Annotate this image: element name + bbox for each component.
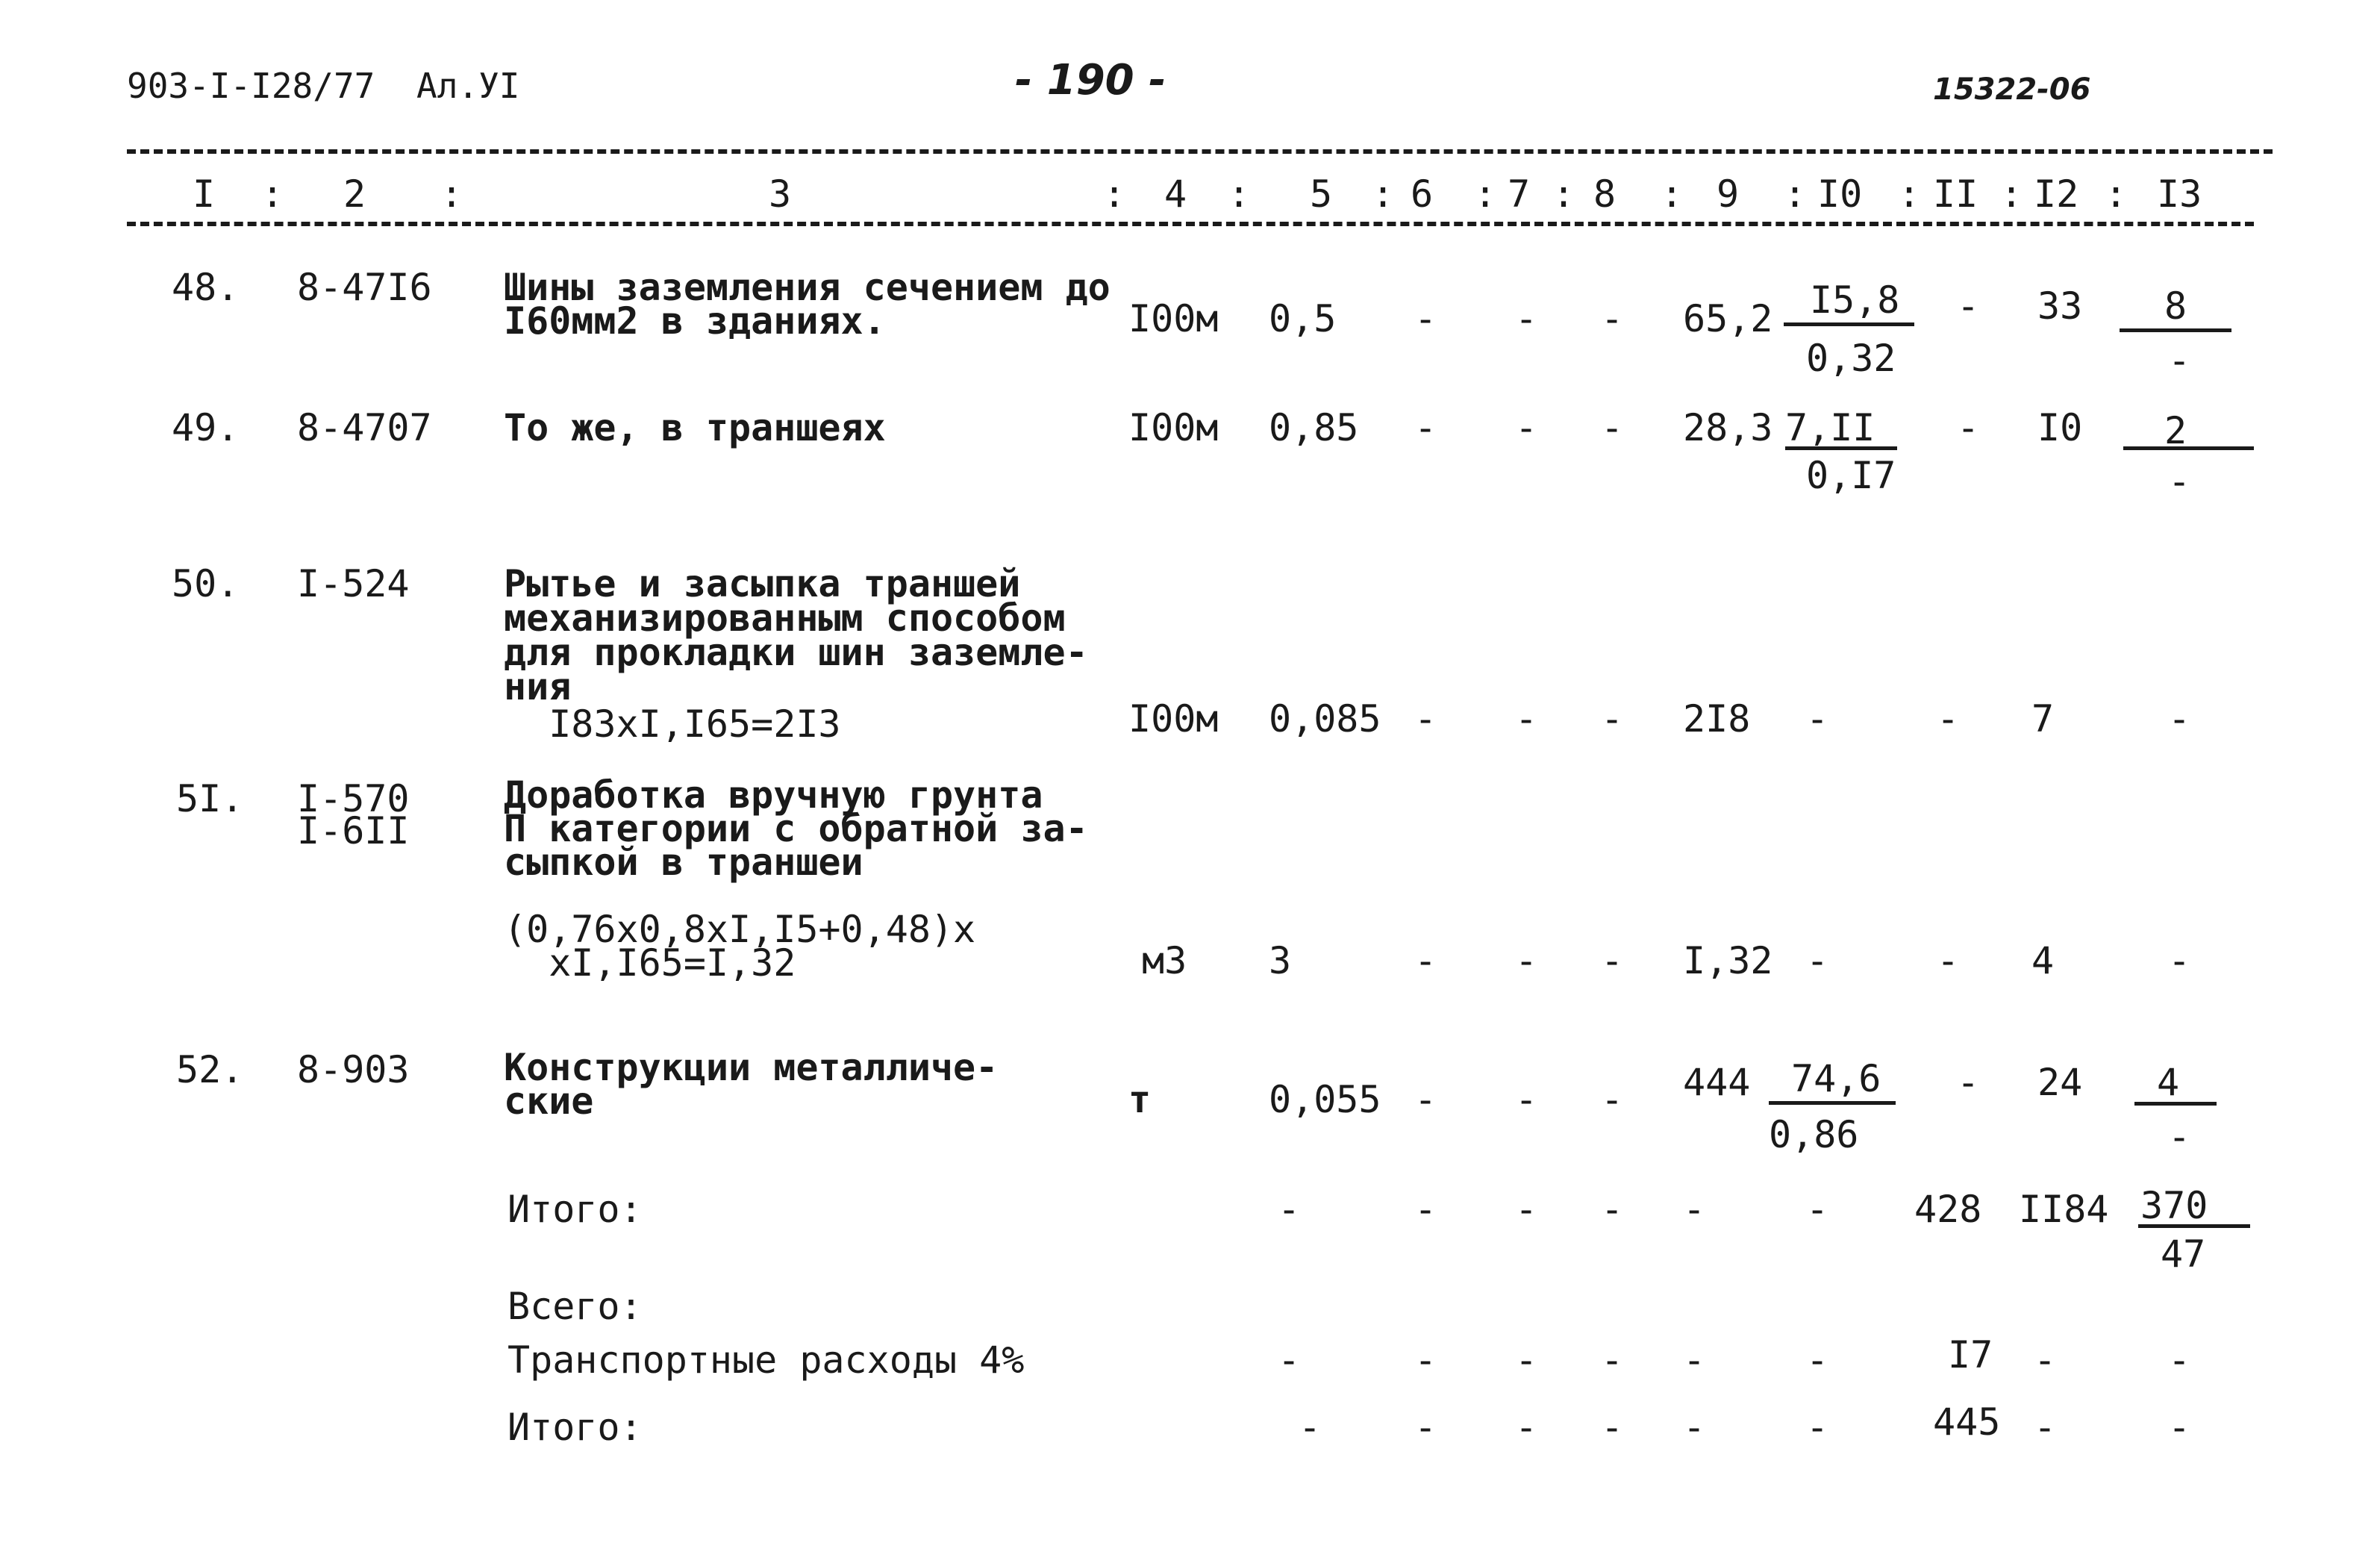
unit: I00м	[1128, 697, 1219, 741]
col6-value: -	[1414, 939, 1437, 982]
total-dash: -	[1299, 1406, 1322, 1449]
sheet-number: 15322-06	[1933, 72, 2091, 107]
column-separator: :	[1372, 172, 1395, 216]
col8-value: -	[1601, 1078, 1624, 1121]
fraction-bar	[1785, 446, 1897, 450]
col11-value: -	[1957, 1061, 1980, 1104]
col11-value: I7	[1948, 1333, 1993, 1377]
total-dash: -	[1806, 1406, 1829, 1449]
column-separator: :	[2105, 172, 2128, 216]
column-header: II	[1933, 172, 1978, 216]
col12-value: 33	[2037, 284, 2083, 328]
total-dash: -	[1515, 1338, 1538, 1382]
column-header: 4	[1164, 172, 1187, 216]
quantity: 3	[1269, 939, 1292, 982]
row-number: 48.	[172, 266, 240, 309]
total-dash: -	[1806, 1188, 1829, 1231]
col12-value: 4	[2031, 939, 2055, 982]
fraction-bar	[2138, 1224, 2250, 1228]
total-dash: -	[1683, 1188, 1706, 1231]
col12-value: I0	[2037, 406, 2083, 449]
quantity: 0,85	[1269, 406, 1359, 449]
column-header: I	[193, 172, 216, 216]
col13-denominator: 47	[2161, 1232, 2206, 1276]
fraction-bar	[2123, 446, 2254, 450]
column-separator: :	[1784, 172, 1807, 216]
col6-value: -	[1414, 697, 1437, 741]
col13-denominator: -	[2168, 460, 2191, 503]
col9-value: I,32	[1683, 939, 1773, 982]
col8-value: -	[1601, 297, 1624, 340]
rate-code: 8-4707	[297, 406, 432, 449]
row-number: 52.	[176, 1048, 244, 1091]
column-header: 7	[1508, 172, 1531, 216]
col10-denominator: 0,32	[1806, 337, 1896, 380]
total-dash: -	[1414, 1338, 1437, 1382]
column-header: 8	[1593, 172, 1617, 216]
col13-numerator: 4	[2157, 1061, 2180, 1104]
column-header: 3	[769, 172, 792, 216]
col12-value: 24	[2037, 1061, 2083, 1104]
header-bottom-rule	[127, 222, 2254, 226]
col13-numerator: 8	[2164, 284, 2187, 328]
description-line: Рытье и засыпка траншей	[504, 562, 1021, 605]
column-separator: :	[2000, 172, 2023, 216]
grand-total-label: Всего:	[507, 1285, 643, 1328]
col7-value: -	[1515, 406, 1538, 449]
total-dash: -	[1278, 1338, 1301, 1382]
total-dash: -	[1515, 1188, 1538, 1231]
total-dash: -	[1414, 1188, 1437, 1231]
col8-value: -	[1601, 939, 1624, 982]
col11-value: 445	[1933, 1400, 2001, 1444]
rate-code: 8-903	[297, 1048, 410, 1091]
page-number: - 190 -	[1015, 56, 1166, 105]
col12-value: -	[2034, 1338, 2057, 1382]
fraction-bar	[2120, 328, 2231, 332]
description-line: ские	[504, 1079, 594, 1123]
column-header: 6	[1411, 172, 1434, 216]
unit: I00м	[1128, 406, 1219, 449]
column-separator: :	[1103, 172, 1126, 216]
description-line: То же, в траншеях	[504, 406, 886, 449]
total-dash: -	[1806, 1338, 1829, 1382]
unit: м3	[1142, 939, 1187, 982]
total-dash: -	[1683, 1406, 1706, 1449]
column-header: 9	[1717, 172, 1740, 216]
fraction-bar	[1769, 1101, 1896, 1105]
quantity: 0,085	[1269, 697, 1381, 741]
col12-value: -	[2034, 1406, 2057, 1449]
fraction-bar	[1784, 322, 1914, 326]
col13-value: -	[2168, 939, 2191, 982]
unit: I00м	[1128, 297, 1219, 340]
quantity: 0,055	[1269, 1078, 1381, 1121]
total-label: Транспортные расходы 4%	[507, 1338, 1025, 1382]
col8-value: -	[1601, 697, 1624, 741]
col10-numerator: 74,6	[1791, 1057, 1881, 1100]
description-line: I60мм2 в зданиях.	[504, 299, 886, 343]
album-label: Ал.УI	[416, 66, 520, 106]
total-dash: -	[1278, 1188, 1301, 1231]
col10-denominator: 0,86	[1769, 1113, 1859, 1156]
col10-numerator: 7,II	[1785, 406, 1875, 449]
col6-value: -	[1414, 297, 1437, 340]
calculation-line: (0,76x0,8xI,I5+0,48)x	[504, 908, 976, 951]
column-header: I3	[2157, 172, 2202, 216]
col13-value: -	[2168, 1406, 2191, 1449]
col13-denominator: -	[2168, 339, 2191, 382]
col6-value: -	[1414, 1078, 1437, 1121]
description-line: П категории с обратной за-	[504, 807, 1088, 850]
description-line: сыпкой в траншеи	[504, 841, 863, 884]
total-dash: -	[1601, 1338, 1624, 1382]
col13-value: -	[2168, 1338, 2191, 1382]
rate-code: I-6II	[297, 809, 410, 852]
col9-value: 65,2	[1683, 297, 1773, 340]
col13-denominator: -	[2168, 1115, 2191, 1159]
col7-value: -	[1515, 939, 1538, 982]
col12-value: II84	[2019, 1188, 2109, 1231]
fraction-bar	[2134, 1102, 2217, 1106]
column-header: 2	[343, 172, 366, 216]
col11-value: -	[1937, 697, 1960, 741]
col10-denominator: 0,I7	[1806, 454, 1896, 497]
header-top-rule	[127, 149, 2273, 154]
column-header: I0	[1817, 172, 1863, 216]
column-separator: :	[1898, 172, 1921, 216]
col11-value: 428	[1914, 1188, 1982, 1231]
col11-value: -	[1957, 284, 1980, 328]
column-header: I2	[2034, 172, 2079, 216]
col9-value: 2I8	[1683, 697, 1751, 741]
total-dash: -	[1414, 1406, 1437, 1449]
col13-value: -	[2168, 697, 2191, 741]
col12-value: 7	[2031, 697, 2055, 741]
col7-value: -	[1515, 297, 1538, 340]
description-line: Доработка вручную грунта	[504, 773, 1043, 817]
total-dash: -	[1683, 1338, 1706, 1382]
calculation-line: xI,I65=I,32	[504, 941, 796, 985]
col11-value: -	[1957, 406, 1980, 449]
column-separator: :	[1228, 172, 1251, 216]
column-separator: :	[1474, 172, 1497, 216]
col7-value: -	[1515, 1078, 1538, 1121]
col13-numerator: 2	[2164, 409, 2187, 452]
row-number: 49.	[172, 406, 240, 449]
col10-value: -	[1806, 697, 1829, 741]
calculation-line: I83xI,I65=2I3	[504, 702, 841, 746]
col13-numerator: 370	[2140, 1184, 2208, 1227]
col11-value: -	[1937, 939, 1960, 982]
column-header: 5	[1310, 172, 1333, 216]
rate-code: I-570	[297, 777, 410, 820]
col10-value: -	[1806, 939, 1829, 982]
column-separator: :	[261, 172, 284, 216]
unit: т	[1128, 1078, 1152, 1121]
rate-code: I-524	[297, 562, 410, 605]
col9-value: 28,3	[1683, 406, 1773, 449]
row-number: 5I.	[176, 777, 244, 820]
description-line: для прокладки шин заземле-	[504, 631, 1088, 674]
row-number: 50.	[172, 562, 240, 605]
col10-numerator: I5,8	[1810, 278, 1900, 322]
description-line: механизированным способом	[504, 596, 1066, 640]
rate-code: 8-47I6	[297, 266, 432, 309]
column-separator: :	[1552, 172, 1575, 216]
total-dash: -	[1601, 1188, 1624, 1231]
quantity: 0,5	[1269, 297, 1337, 340]
col7-value: -	[1515, 697, 1538, 741]
total-label: Итого:	[507, 1406, 643, 1449]
total-dash: -	[1601, 1406, 1624, 1449]
col9-value: 444	[1683, 1061, 1751, 1104]
description-line: Конструкции металличе-	[504, 1046, 999, 1089]
description-line: ния	[504, 665, 572, 708]
doc-code: 903-I-I28/77	[127, 66, 375, 106]
column-separator: :	[1661, 172, 1684, 216]
column-separator: :	[440, 172, 463, 216]
total-label: Итого:	[507, 1188, 643, 1231]
col8-value: -	[1601, 406, 1624, 449]
col6-value: -	[1414, 406, 1437, 449]
total-dash: -	[1515, 1406, 1538, 1449]
description-line: Шины заземления сечением до	[504, 266, 1111, 309]
